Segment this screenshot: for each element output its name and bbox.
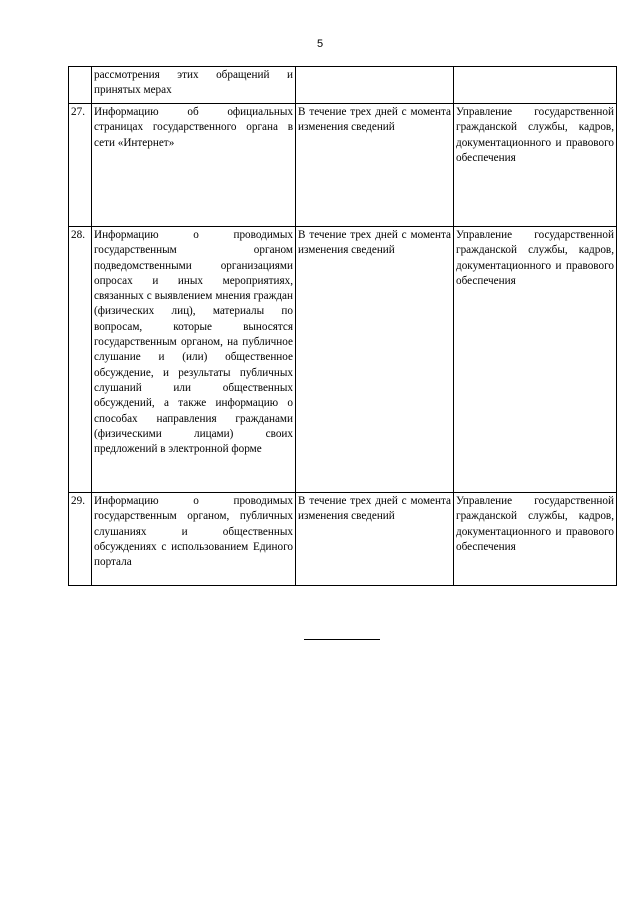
department-cell <box>454 104 617 227</box>
info-cell <box>92 104 296 227</box>
info-text: Информацию об официальных страницах государственного органа в сети «Интернет» <box>94 106 293 149</box>
term-cell <box>296 67 454 104</box>
term-text: В течение трех дней с момента изменения сведений <box>298 495 451 523</box>
info-text: Информацию о проводимых государственным органом, публичных слушаниях и общественных обсуждениях с использованием Единого портала <box>94 495 293 569</box>
page-number: 5 <box>316 38 324 50</box>
department-text: Управление государственной гражданской службы, кадров, документационного и правового обеспечения <box>456 106 614 164</box>
info-text: Информацию о проводимых государственным органом подведомственными организациями опросах и иных мероприятиях, связанных с выявлением мнения граждан (физических лиц), материалы по вопросам, которые выносятся государственным органом, на публичное слушание и (или) общественное обсуждение, и результаты публичных слушаний или общественных обсуждений, а также информацию о способах направления гражданами (физическими лицами) своих предложений в электронной форме <box>94 229 293 456</box>
department-cell <box>454 493 617 586</box>
info-cell <box>92 493 296 586</box>
info-cell <box>92 227 296 493</box>
info-text: рассмотрения этих обращений и принятых мерах <box>94 69 293 97</box>
department-cell <box>454 67 617 104</box>
info-cell <box>92 67 296 104</box>
table-row <box>69 493 617 586</box>
row-number: 28. <box>69 227 92 493</box>
term-cell <box>296 493 454 586</box>
department-text: Управление государственной гражданской службы, кадров, документационного и правового обеспечения <box>456 495 614 553</box>
table-row <box>69 227 617 493</box>
table-row <box>69 67 617 104</box>
term-cell <box>296 227 454 493</box>
term-cell <box>296 104 454 227</box>
row-number <box>69 67 92 104</box>
department-text: Управление государственной гражданской службы, кадров, документационного и правового обеспечения <box>456 229 614 287</box>
table-row <box>69 104 617 227</box>
term-text: В течение трех дней с момента изменения сведений <box>298 106 451 134</box>
row-number: 29. <box>69 493 92 586</box>
term-text: В течение трех дней с момента изменения сведений <box>298 229 451 257</box>
information-table <box>68 66 617 586</box>
department-cell <box>454 227 617 493</box>
end-separator-line <box>304 639 380 640</box>
row-number: 27. <box>69 104 92 227</box>
